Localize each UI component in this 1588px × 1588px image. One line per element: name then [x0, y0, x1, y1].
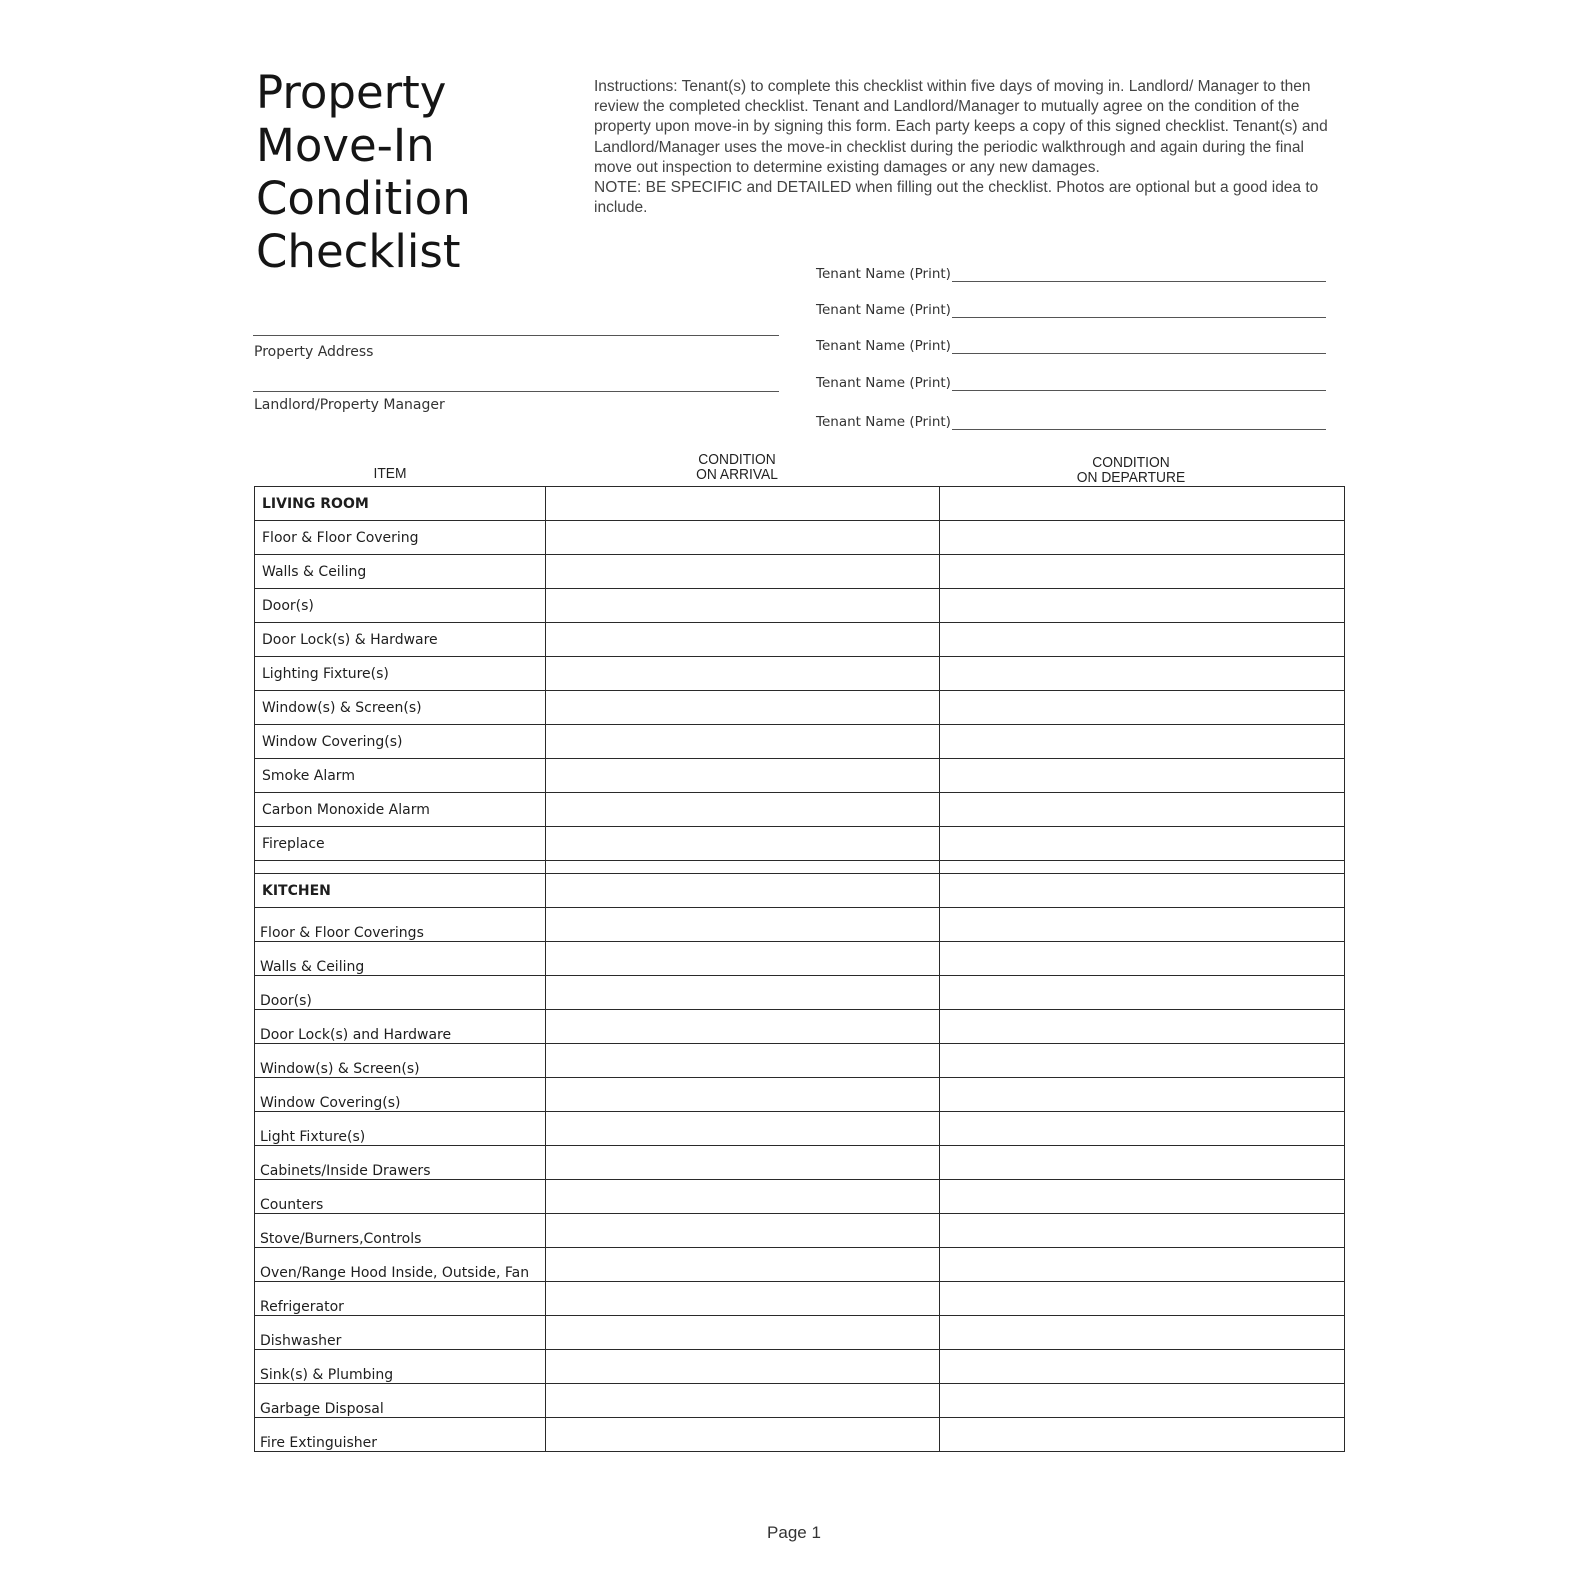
arrival-cell[interactable]: [546, 521, 940, 555]
title-line: Property: [256, 66, 447, 119]
table-row: [255, 1146, 1345, 1180]
departure-cell[interactable]: [940, 874, 1345, 908]
landlord-line[interactable]: [253, 391, 779, 392]
tenant-name-field-1[interactable]: [816, 262, 1326, 282]
instructions-block: [594, 77, 1339, 218]
arrival-cell[interactable]: [546, 1044, 940, 1078]
item-label: Garbage Disposal: [255, 1384, 546, 1418]
item-label: Door(s): [255, 976, 546, 1010]
departure-cell[interactable]: [940, 1044, 1345, 1078]
title-line: Condition: [256, 172, 471, 225]
table-row: [255, 1282, 1345, 1316]
section-heading: LIVING ROOM: [255, 487, 546, 521]
departure-cell[interactable]: [940, 1248, 1345, 1282]
tenant-name-field-2[interactable]: [816, 298, 1326, 318]
table-row: [255, 1350, 1345, 1384]
tenant-name-field-5[interactable]: [816, 410, 1326, 430]
signature-line: [952, 352, 1326, 354]
departure-cell[interactable]: [940, 521, 1345, 555]
item-label: Window Covering(s): [255, 1078, 546, 1112]
table-row: [255, 908, 1345, 942]
item-label: Door(s): [255, 589, 546, 623]
arrival-cell[interactable]: [546, 1316, 940, 1350]
departure-cell[interactable]: [940, 1350, 1345, 1384]
departure-cell[interactable]: [940, 1418, 1345, 1452]
title-line: Checklist: [256, 225, 461, 278]
arrival-cell[interactable]: [546, 908, 940, 942]
departure-cell[interactable]: [940, 942, 1345, 976]
signature-line: [952, 389, 1326, 391]
departure-cell[interactable]: [940, 1010, 1345, 1044]
tenant-name-label: Tenant Name (Print): [816, 375, 951, 391]
arrival-cell[interactable]: [546, 691, 940, 725]
condition-checklist-table: [254, 486, 1345, 1452]
arrival-cell[interactable]: [546, 874, 940, 908]
section-heading: KITCHEN: [255, 874, 546, 908]
departure-cell[interactable]: [940, 827, 1345, 861]
property-address-label: Property Address: [254, 344, 374, 360]
item-label: Smoke Alarm: [255, 759, 546, 793]
table-row: [255, 1180, 1345, 1214]
section-row-living-room: [255, 487, 1345, 521]
instructions-text: Instructions: Tenant(s) to complete this checklist within five days of moving in. Landlord/ Manager to then review the completed checklist. Tenant and Landlord/Manager to mutually agree on the condition of the property upon move-in by signing this form. Each party keeps a copy of this signed checklist. Tenant(s) and Landlord/Manager uses the move-in checklist during the periodic walkthrough and again during the final move out inspection to determine existing damages or any new damages.: [594, 78, 1328, 176]
item-label: Light Fixture(s): [255, 1112, 546, 1146]
column-header-item: ITEM: [373, 465, 407, 482]
table-row: [255, 691, 1345, 725]
item-label: Fireplace: [255, 827, 546, 861]
item-label: Lighting Fixture(s): [255, 657, 546, 691]
arrival-cell[interactable]: [546, 725, 940, 759]
item-label: Door Lock(s) & Hardware: [255, 623, 546, 657]
arrival-cell[interactable]: [546, 793, 940, 827]
page-number: Page 1: [767, 1523, 821, 1542]
arrival-cell[interactable]: [546, 623, 940, 657]
item-label: Cabinets/Inside Drawers: [255, 1146, 546, 1180]
arrival-cell[interactable]: [546, 1078, 940, 1112]
tenant-name-label: Tenant Name (Print): [816, 302, 951, 318]
table-row: [255, 942, 1345, 976]
table-row: [255, 1010, 1345, 1044]
item-label: Floor & Floor Coverings: [255, 908, 546, 942]
item-label: Counters: [255, 1180, 546, 1214]
item-label: Walls & Ceiling: [255, 942, 546, 976]
table-row: [255, 623, 1345, 657]
arrival-cell[interactable]: [546, 827, 940, 861]
tenant-name-label: Tenant Name (Print): [816, 414, 951, 430]
departure-cell[interactable]: [940, 759, 1345, 793]
column-header-arrival: CONDITION ON ARRIVAL: [696, 451, 778, 483]
arrival-cell[interactable]: [546, 657, 940, 691]
section-row-kitchen: [255, 874, 1345, 908]
tenant-name-field-4[interactable]: [816, 371, 1326, 391]
arrival-cell[interactable]: [546, 1384, 940, 1418]
arrival-cell[interactable]: [546, 1418, 940, 1452]
table-row: [255, 1418, 1345, 1452]
table-row: [255, 657, 1345, 691]
departure-cell[interactable]: [940, 1112, 1345, 1146]
item-label: Refrigerator: [255, 1282, 546, 1316]
departure-cell[interactable]: [940, 1146, 1345, 1180]
signature-line: [952, 280, 1326, 282]
arrival-cell[interactable]: [546, 555, 940, 589]
arrival-cell[interactable]: [546, 1350, 940, 1384]
table-row: [255, 1316, 1345, 1350]
tenant-name-label: Tenant Name (Print): [816, 338, 951, 354]
spacer-cell: [940, 861, 1345, 874]
item-label: Door Lock(s) and Hardware: [255, 1010, 546, 1044]
departure-cell[interactable]: [940, 589, 1345, 623]
item-label: Floor & Floor Covering: [255, 521, 546, 555]
column-header-departure: CONDITION ON DEPARTURE: [1076, 454, 1186, 486]
spacer-cell: [255, 861, 546, 874]
table-row: [255, 589, 1345, 623]
departure-cell[interactable]: [940, 1180, 1345, 1214]
arrival-cell[interactable]: [546, 1214, 940, 1248]
departure-cell[interactable]: [940, 1214, 1345, 1248]
departure-cell[interactable]: [940, 725, 1345, 759]
item-label: Walls & Ceiling: [255, 555, 546, 589]
tenant-name-label: Tenant Name (Print): [816, 266, 951, 282]
arrival-cell[interactable]: [546, 759, 940, 793]
table-row: [255, 1078, 1345, 1112]
arrival-cell[interactable]: [546, 589, 940, 623]
arrival-cell[interactable]: [546, 1180, 940, 1214]
departure-cell[interactable]: [940, 487, 1345, 521]
item-label: Dishwasher: [255, 1316, 546, 1350]
departure-cell[interactable]: [940, 623, 1345, 657]
table-row: [255, 759, 1345, 793]
departure-cell[interactable]: [940, 976, 1345, 1010]
arrival-cell[interactable]: [546, 1112, 940, 1146]
title-line: Move-In: [256, 119, 435, 172]
table-row: [255, 1384, 1345, 1418]
item-label: Fire Extinguisher: [255, 1418, 546, 1452]
table-row: [255, 521, 1345, 555]
arrival-cell[interactable]: [546, 1146, 940, 1180]
spacer-row: [255, 861, 1345, 874]
signature-line: [952, 316, 1326, 318]
item-label: Sink(s) & Plumbing: [255, 1350, 546, 1384]
item-label: Window(s) & Screen(s): [255, 1044, 546, 1078]
table-row: [255, 725, 1345, 759]
tenant-name-field-3[interactable]: [816, 334, 1326, 354]
table-row: [255, 1044, 1345, 1078]
page-title: [256, 66, 556, 278]
table-row: [255, 827, 1345, 861]
landlord-label: Landlord/Property Manager: [254, 397, 445, 413]
arrival-cell[interactable]: [546, 976, 940, 1010]
arrival-cell[interactable]: [546, 1010, 940, 1044]
table-row: [255, 793, 1345, 827]
departure-cell[interactable]: [940, 793, 1345, 827]
departure-cell[interactable]: [940, 908, 1345, 942]
departure-cell[interactable]: [940, 1078, 1345, 1112]
departure-cell[interactable]: [940, 555, 1345, 589]
departure-cell[interactable]: [940, 1384, 1345, 1418]
spacer-cell: [546, 861, 940, 874]
property-address-line[interactable]: [253, 335, 779, 336]
item-label: Window Covering(s): [255, 725, 546, 759]
signature-line: [952, 428, 1326, 430]
departure-cell[interactable]: [940, 1282, 1345, 1316]
departure-cell[interactable]: [940, 691, 1345, 725]
arrival-cell[interactable]: [546, 942, 940, 976]
departure-cell[interactable]: [940, 1316, 1345, 1350]
table-row: [255, 1248, 1345, 1282]
table-row: [255, 1214, 1345, 1248]
departure-cell[interactable]: [940, 657, 1345, 691]
table-row: [255, 555, 1345, 589]
item-label: Window(s) & Screen(s): [255, 691, 546, 725]
table-row: [255, 1112, 1345, 1146]
arrival-cell[interactable]: [546, 1248, 940, 1282]
arrival-cell[interactable]: [546, 1282, 940, 1316]
item-label: Carbon Monoxide Alarm: [255, 793, 546, 827]
arrival-cell[interactable]: [546, 487, 940, 521]
table-row: [255, 976, 1345, 1010]
note-text: NOTE: BE SPECIFIC and DETAILED when filling out the checklist. Photos are optional but a good idea to include.: [594, 179, 1319, 217]
item-label: Oven/Range Hood Inside, Outside, Fan: [255, 1248, 546, 1282]
item-label: Stove/Burners,Controls: [255, 1214, 546, 1248]
